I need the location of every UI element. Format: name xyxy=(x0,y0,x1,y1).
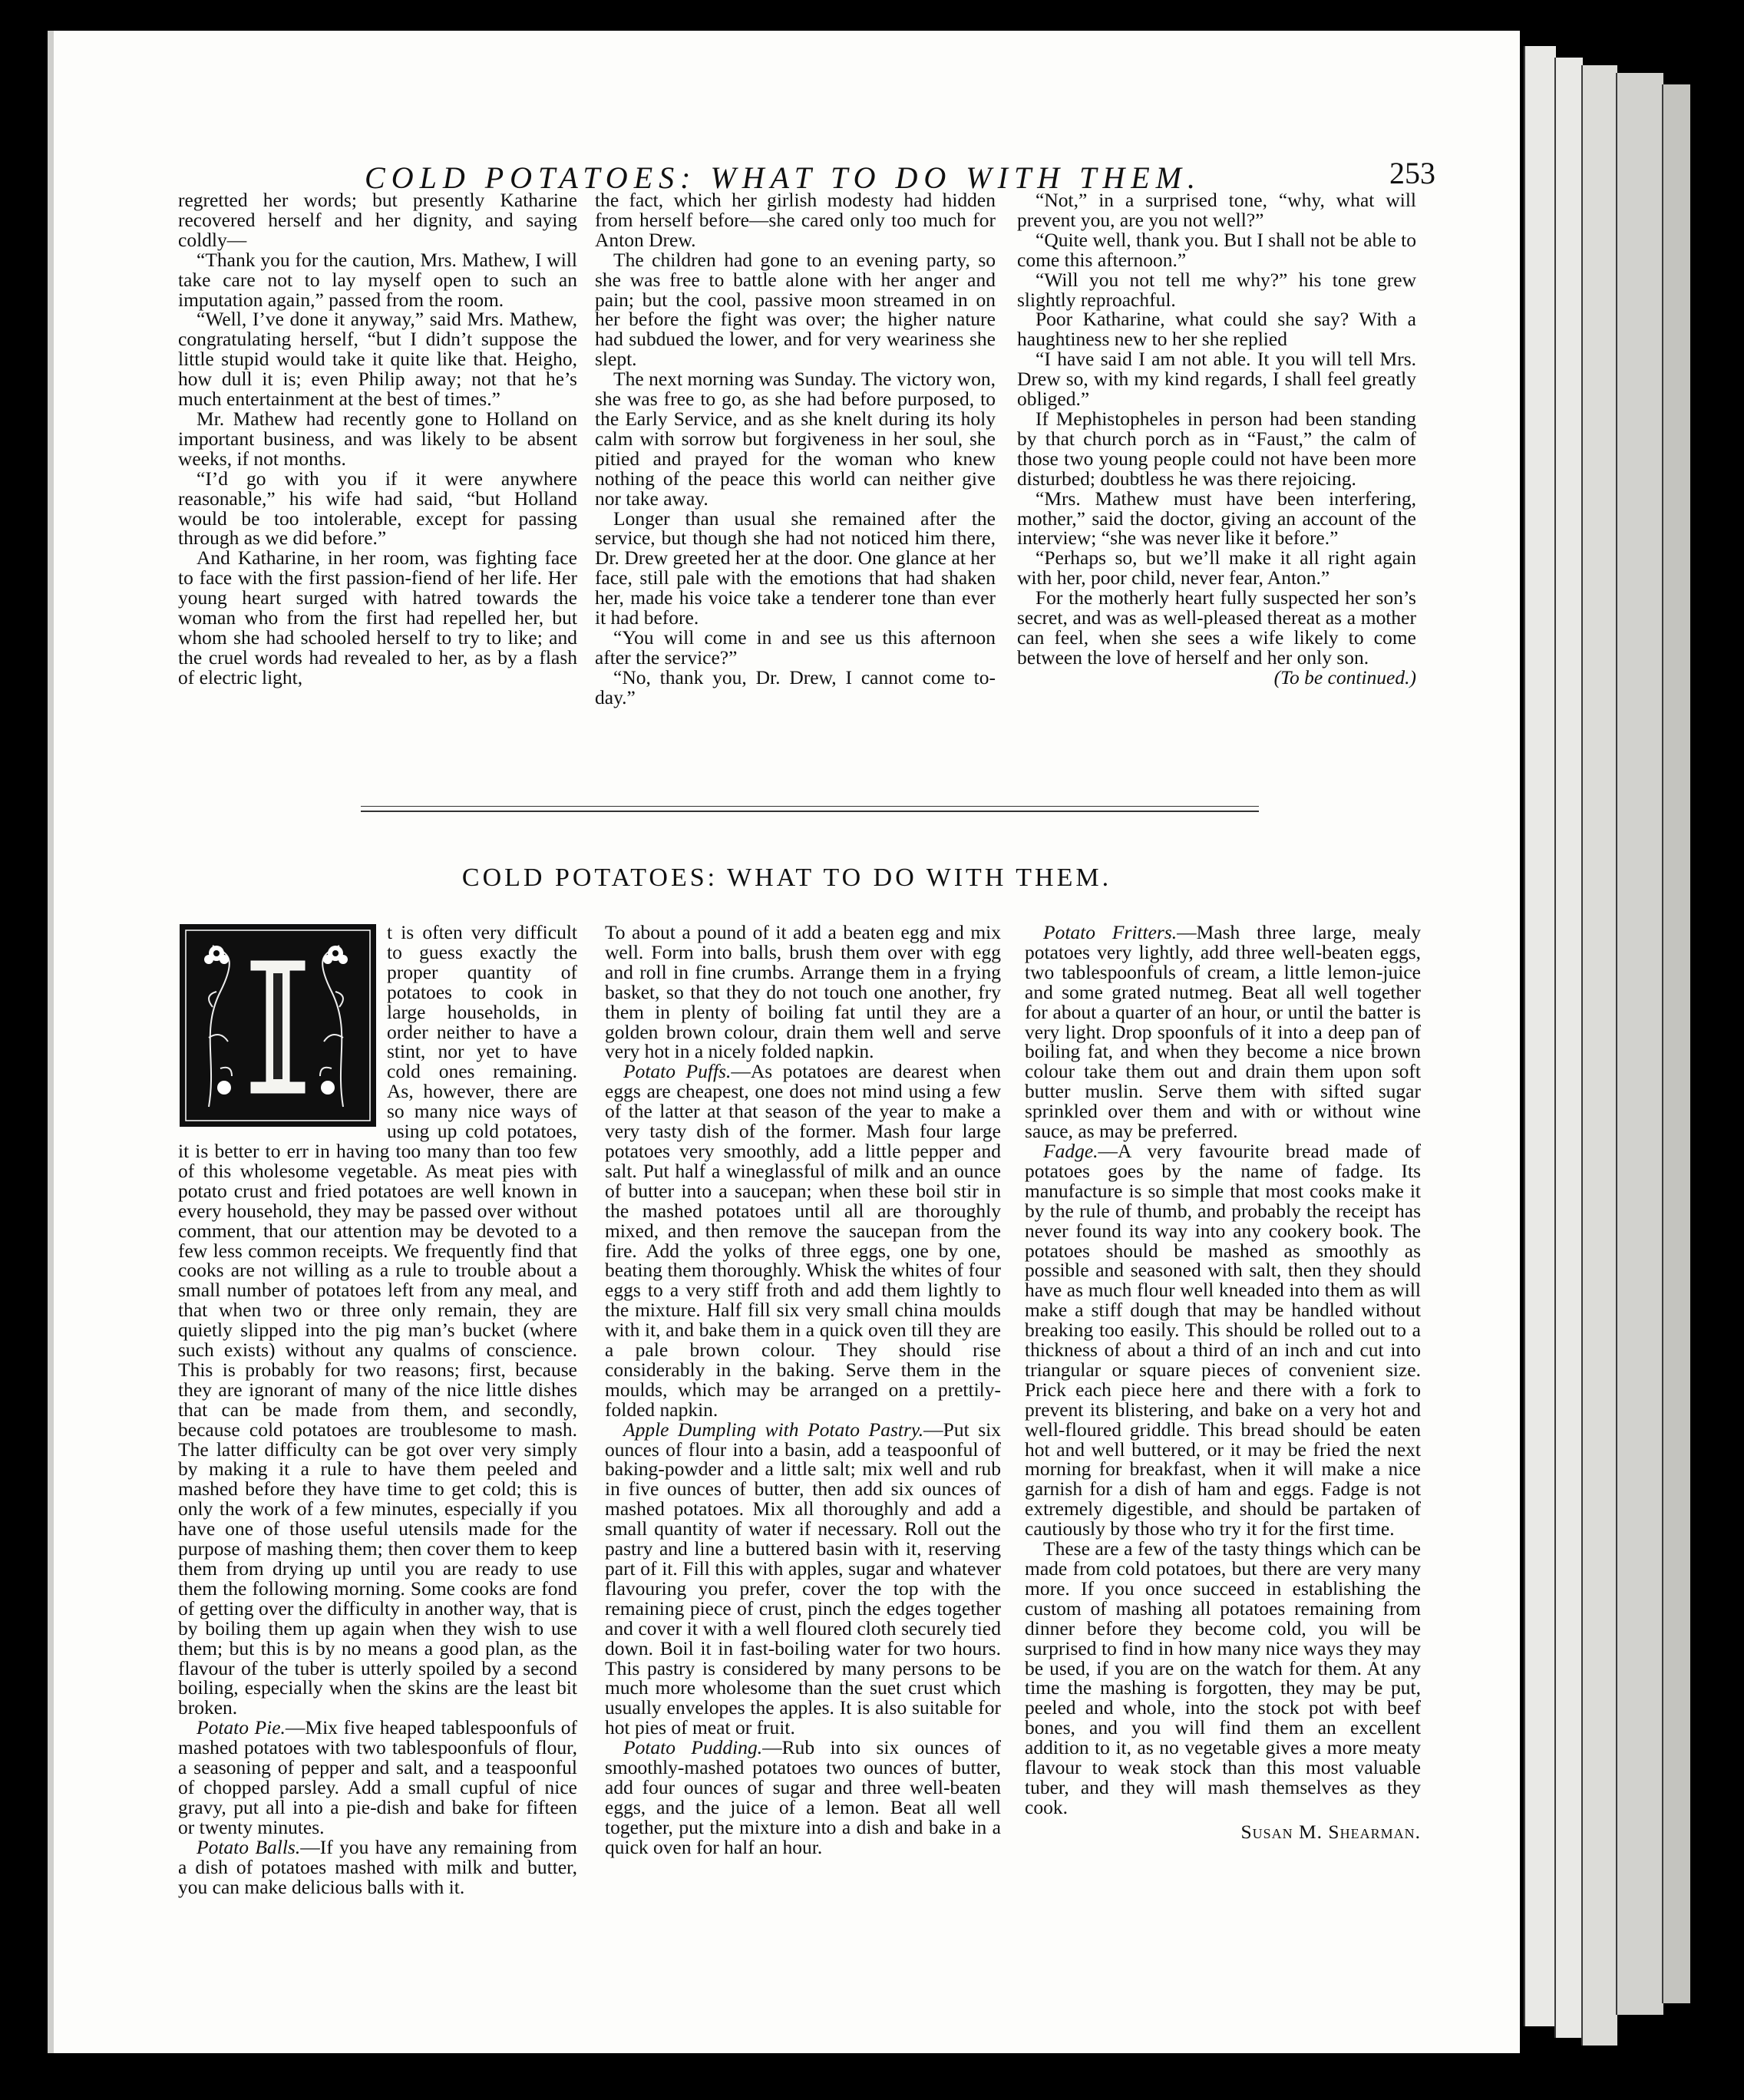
recipe-text: —Put six ounces of flour into a basin, add a teaspoonful of baking-powder and a little salt; mix well and rub in five ounces of butter, then add six ounces of mashed potatoes. Mix all thoroughly and add a small quantity of water if necessary. Roll out the pastry and line a buttered basin with it, reserving part of it. Fill this with apples, sugar and whatever flavouring you prefer, cover the top with the remaining piece of crust, pinch the edges together and cover it with a well floured cloth securely tied down. Boil it in fast-boiling water for two hours. This pastry is considered by many persons to be much more wholesome than the suet crust which usually envelopes the apples. It is also suitable for hot pies of meat or fruit. xyxy=(605,1418,1001,1739)
paragraph: “You will come in and see us this afternoon after the service?” xyxy=(595,626,996,669)
recipe-potato-puffs xyxy=(605,1062,1001,1419)
paragraph: the fact, which her girlish modesty had hidden from herself before—she cared only too much for Anton Drew. xyxy=(595,189,996,251)
to-be-continued: (To be continued.) xyxy=(1273,665,1416,688)
recipe-potato-pie xyxy=(178,1718,577,1837)
magazine-page xyxy=(54,31,1520,2053)
paragraph: “Will you not tell me why?” his tone grew slightly reproachful. xyxy=(1017,268,1416,311)
article-column-2 xyxy=(605,923,1001,1857)
recipe-text: —If you have any remaining from a dish of potatoes mashed with milk and butter, you can make delicious balls with it. xyxy=(178,1835,577,1898)
paragraph: “Well, I’ve done it anyway,” said Mrs. Mathew, congratulating herself, “but I didn’t suppose the little stupid would take it quite like that. Heigho, how dull it is; even Philip away; not that he’s much entertainment at the best of times.” xyxy=(178,308,577,411)
top-column-3 xyxy=(1017,190,1416,688)
article-title: COLD POTATOES: WHAT TO DO WITH THEM. xyxy=(461,863,1112,892)
recipe-text: —A very favourite bread made of potatoes goes by the name of fadge. Its manufacture is so simple that most cooks make it by the rule of thumb, and probably the receipt has never found its way into any cookery book. The potatoes should be mashed as smoothly as possible and seasoned with salt, then they should have as much flour well kneaded into them as will make a stiff dough that may be handled without breaking too easily. This should be rolled out to a thickness of about a third of an inch and cut into triangular or square pieces of convenient size. Prick each piece here and there with a fork to prevent its blistering, and bake on a very hot and well-floured griddle. This bread should be eaten hot and well buttered, or it may be fried the next morning for breakfast, when it will make a nice garnish for a dish of ham and eggs. Fadge is not extremely digestible, and should be partaken of cautiously by those who try it for the first time. xyxy=(1025,1139,1421,1540)
page-edge-5 xyxy=(1662,84,1690,2003)
paragraph: And Katharine, in her room, was fighting face to face with the first passion-fiend of her life. Her young heart surged with hatred towards the woman who from the first had repelled her, but whom she had schooled herself to try to like; and the cruel words had revealed to her, as by a flash of electric light, xyxy=(178,546,577,688)
paragraph: “Quite well, thank you. But I shall not be able to come this afternoon.” xyxy=(1017,228,1416,271)
paragraph: To about a pound of it add a beaten egg and mix well. Form into balls, brush them over with egg and roll in fine crumbs. Arrange them in a frying basket, so that they do not touch one another, fry them in plenty of boiling fat until they are a golden brown colour, drain them well and serve very hot in a nicely folded napkin. xyxy=(605,921,1001,1063)
recipe-title: Potato Balls. xyxy=(197,1835,301,1858)
recipe-text: —As potatoes are dearest when eggs are cheapest, one does not mind using a few of the latter at that season of the year to make a very tasty dish of the former. Mash four large potatoes very smoothly, add a little pepper and salt. Put half a wineglassful of milk and an ounce of butter into a saucepan; when these boil stir in the mashed potatoes until all are thoroughly mixed, and then remove the saucepan from the fire. Add the yolks of three eggs, one by one, beating them thoroughly. Whisk the whites of four eggs to a very stiff froth and add them lightly to the mixture. Half fill six very small china moulds with it, and bake them in a quick oven till they are a pale brown colour. They should rise considerably in the baking. Serve them in the moulds, which may be arranged on a prettily-folded napkin. xyxy=(605,1060,1001,1421)
author-signature: Susan M. Shearman. xyxy=(1240,1820,1421,1843)
floral-initial-icon xyxy=(178,923,378,1128)
running-head: COLD POTATOES: WHAT TO DO WITH THEM. xyxy=(365,160,1201,195)
recipe-text: —Rub into six ounces of smoothly-mashed potatoes two ounces of butter, add four ounces of sugar and three well-beaten eggs, and the juice of a lemon. Beat all well together, put the mixture into a dish and bake in a quick oven for half an hour. xyxy=(605,1736,1001,1858)
paragraph: For the motherly heart fully suspected her son’s secret, and was as well-pleased thereat as a mother can feel, when she sees a wife likely to come between the love of herself and her only son. xyxy=(1017,586,1416,669)
recipe-title: Potato Pudding. xyxy=(623,1736,763,1759)
drop-cap xyxy=(178,923,378,1128)
recipe-apple-dumpling xyxy=(605,1420,1001,1738)
paragraph: “I’d go with you if it were anywhere reasonable,” his wife had said, “but Holland would be too intolerable, except for passing through as we did before.” xyxy=(178,467,577,550)
top-column-1 xyxy=(178,190,577,688)
top-column-2 xyxy=(595,190,996,708)
recipe-potato-balls xyxy=(178,1835,577,1898)
paragraph: If Mephistopheles in person had been standing by that church porch as in “Faust,” the calm of those two young people could not have been more disturbed; doubtless he was there rejoicing. xyxy=(1017,407,1416,490)
paragraph: Mr. Mathew had recently gone to Holland on important business, and was likely to be absent weeks, if not months. xyxy=(178,407,577,470)
page-edge-1 xyxy=(1524,46,1556,2026)
paragraph: “Not,” in a surprised tone, “why, what will prevent you, are you not well?” xyxy=(1017,189,1416,231)
recipe-title: Potato Fritters. xyxy=(1043,921,1178,943)
paragraph: “Mrs. Mathew must have been interfering, mother,” said the doctor, giving an account of the interview; “she was never like it before.” xyxy=(1017,487,1416,550)
section-divider xyxy=(361,806,1259,812)
paragraph: “Thank you for the caution, Mrs. Mathew, I will take care not to lay myself open to such an imputation again,” passed from the room. xyxy=(178,248,577,311)
recipe-title: Fadge. xyxy=(1043,1139,1098,1162)
paragraph: These are a few of the tasty things which can be made from cold potatoes, but there are very many more. If you once succeed in establishing the custom of mashing all potatoes remaining from dinner before they become cold, you will be surprised to find in how many nice ways they may be used, if you are on the watch for them. At any time the mashing is forgotten, they may be put, peeled and whole, into the stock pot with beef bones, and you will find them an excellent addition to it, as no vegetable gives a more meaty flavour to weak stock than this most valuable tuber, and they will mash themselves as they cook. xyxy=(1025,1537,1421,1818)
page-edge-2 xyxy=(1554,58,1583,2038)
paragraph: “No, thank you, Dr. Drew, I cannot come to-day.” xyxy=(595,665,996,708)
paragraph: The children had gone to an evening party, so she was free to battle alone with her anger and pain; but the cool, passive moon streamed in on her before the fight was over; the higher nature had subdued the lower, and for very weariness she slept. xyxy=(595,248,996,371)
paragraph: Poor Katharine, what could she say? With a haughtiness new to her she replied xyxy=(1017,308,1416,351)
paragraph: The next morning was Sunday. The victory won, she was free to go, as she had before purposed, to the Early Service, and as she knelt during its holy calm with sorrow but forgiveness in her soul, she pitied and prayed for the woman who knew nothing of the peace this world can neither give nor take away. xyxy=(595,368,996,510)
page-edge-3 xyxy=(1581,65,1617,2046)
article-column-1 xyxy=(178,923,577,1897)
page-edge-4 xyxy=(1616,73,1663,2015)
recipe-potato-fritters xyxy=(1025,923,1421,1141)
recipe-title: Apple Dumpling with Potato Pastry. xyxy=(623,1418,924,1441)
recipe-text: —Mash three large, mealy potatoes very lightly, add three well-beaten eggs, two tablespoonfuls of cream, a little lemon-juice and some grated nutmeg. Beat all well together for about a quarter of an hour, or until the batter is very light. Drop spoonfuls of it into a deep pan of boiling fat, and when they become a nice brown colour take them out and drain them upon soft butter muslin. Serve them with sifted sugar sprinkled over them and with or without wine sauce, as may be preferred. xyxy=(1025,921,1421,1143)
paragraph: regretted her words; but presently Katharine recovered herself and her dignity, and saying coldly— xyxy=(178,189,577,251)
paragraph: “Perhaps so, but we’ll make it all right again with her, poor child, never fear, Anton.” xyxy=(1017,546,1416,589)
recipe-title: Potato Puffs. xyxy=(623,1060,732,1083)
paragraph: “I have said I am not able. It you will tell Mrs. Drew so, with my kind regards, I shall feel greatly obliged.” xyxy=(1017,348,1416,411)
paragraph: Longer than usual she remained after the service, but though she had not noticed him there, Dr. Drew greeted her at the door. One glance at her face, still pale with the emotions that had shaken her, made his voice take a tenderer tone than ever it had before. xyxy=(595,507,996,629)
recipe-text: —Mix five heaped tablespoonfuls of mashed potatoes with two tablespoonfuls of flour, a seasoning of pepper and salt, and a teaspoonful of chopped parsley. Add a small cupful of nice gravy, put all into a pie-dish and bake for fifteen or twenty minutes. xyxy=(178,1716,577,1838)
article-column-3 xyxy=(1025,923,1421,1842)
recipe-potato-pudding xyxy=(605,1738,1001,1857)
paragraph: t is often very difficult to guess exactly the proper quantity of potatoes to cook in large households, in order neither to have a stint, nor yet to have cold ones remaining. As, however, there are so many nice ways of using up cold potatoes, it is better to err in having too many than too few of this wholesome vegetable. As meat pies with potato crust and fried potatoes are well known in every household, they may be passed over without comment, that our attention may be devoted to a few less common receipts. We frequently find that cooks are not willing as a rule to trouble about a small number of potatoes left from any meal, and that when two or three only remain, they are quietly slipped into the pig man’s bucket (where such exists) without any qualms of conscience. This is probably for two reasons; first, because they are ignorant of many of the nice little dishes that can be made from them, and secondly, because cold potatoes are troublesome to mash. The latter difficulty can be got over very simply by making it a rule to have them peeled and mashed before they have time to get cold; this is only the work of a few minutes, especially if you have one of those useful utensils made for the purpose of mashing them; then cover them to keep them from drying up until you are ready to use them the following morning. Some cooks are fond of getting over the difficulty in another way, that is by boiling them up again when they wish to use them; but this is by no means a good plan, as the flavour of the tuber is utterly spoiled by a second boiling, especially when the skins are the least bit broken. xyxy=(178,921,577,1719)
recipe-title: Potato Pie. xyxy=(197,1716,286,1739)
recipe-fadge xyxy=(1025,1141,1421,1539)
page-number: 253 xyxy=(1389,156,1435,190)
